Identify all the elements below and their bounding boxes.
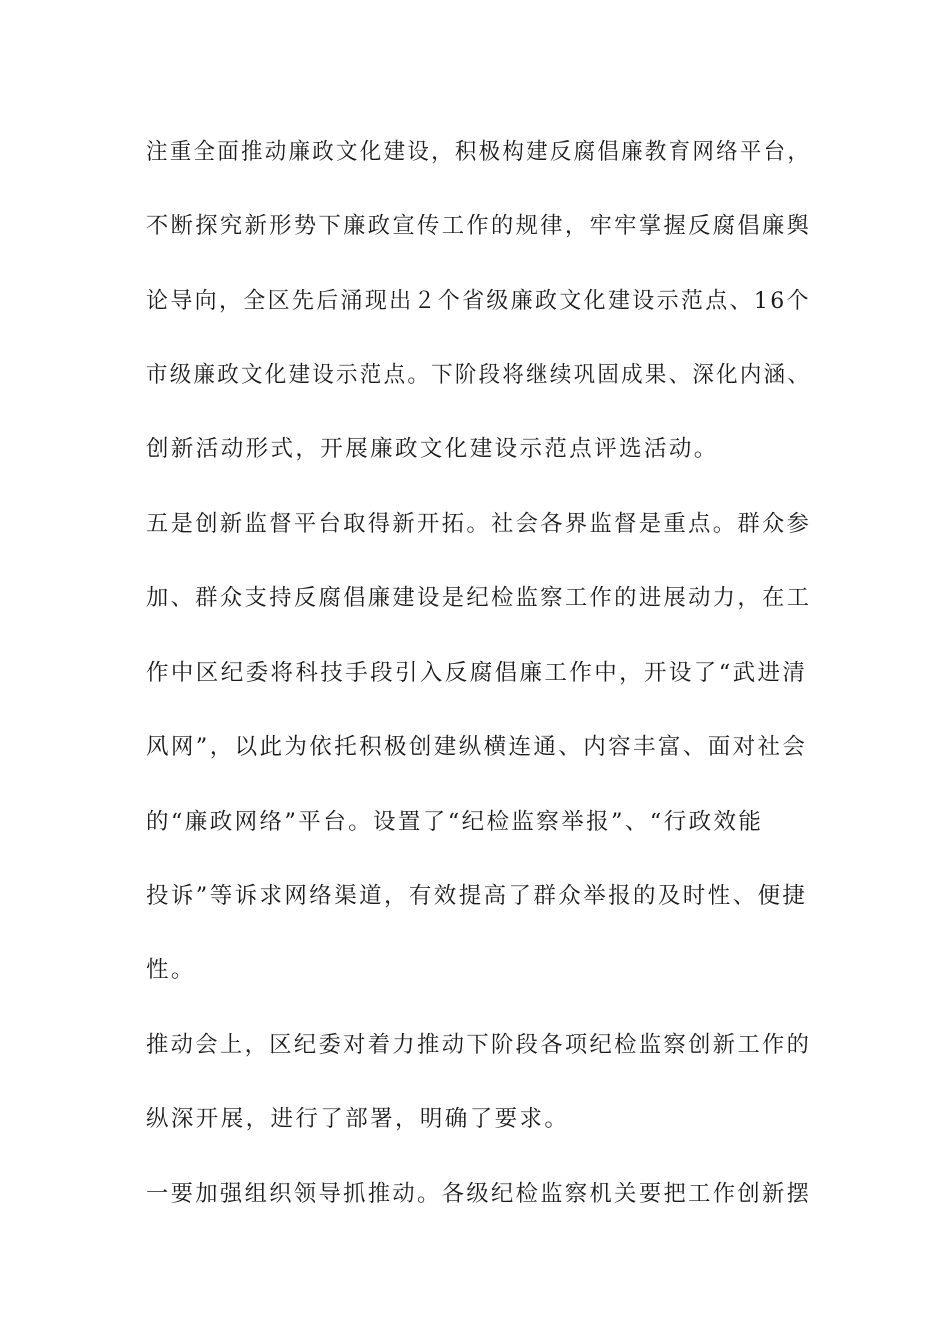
text-line: 论导向，全区先后涌现出２个省级廉政文化建设示范点、16个 <box>146 288 811 314</box>
text-line: 风网”，以此为依托积极创建纵横连通、内容丰富、面对社会 <box>146 734 808 760</box>
text-line: 投诉”等诉求网络渠道，有效提高了群众举报的及时性、便捷 <box>146 883 808 909</box>
text-line: 五是创新监督平台取得新开拓。社会各界监督是重点。群众参 <box>146 511 812 537</box>
text-line: 纵深开展，进行了部署，明确了要求。 <box>146 1106 570 1132</box>
text-line: 市级廉政文化建设示范点。下阶段将继续巩固成果、深化内涵、 <box>146 362 812 388</box>
text-line: 推动会上，区纪委对着力推动下阶段各项纪检监察创新工作的 <box>146 1032 812 1058</box>
text-line: 性。 <box>146 957 196 983</box>
text-line: 创新活动形式，开展廉政文化建设示范点评选活动。 <box>146 436 719 462</box>
text-line: 不断探究新形势下廉政宣传工作的规律，牢牢掌握反腐倡廉舆 <box>146 213 812 239</box>
text-line: 加、群众支持反腐倡廉建设是纪检监察工作的进展动力，在工 <box>146 585 812 611</box>
text-line: 的“廉政网络”平台。设置了“纪检监察举报”、“行政效能 <box>146 809 764 835</box>
text-line: 作中区纪委将科技手段引入反腐倡廉工作中，开设了“武进清 <box>146 660 808 686</box>
text-line: 一要加强组织领导抓推动。各级纪检监察机关要把工作创新摆 <box>146 1181 812 1207</box>
text-line: 注重全面推动廉政文化建设，积极构建反腐倡廉教育网络平台， <box>146 139 812 165</box>
